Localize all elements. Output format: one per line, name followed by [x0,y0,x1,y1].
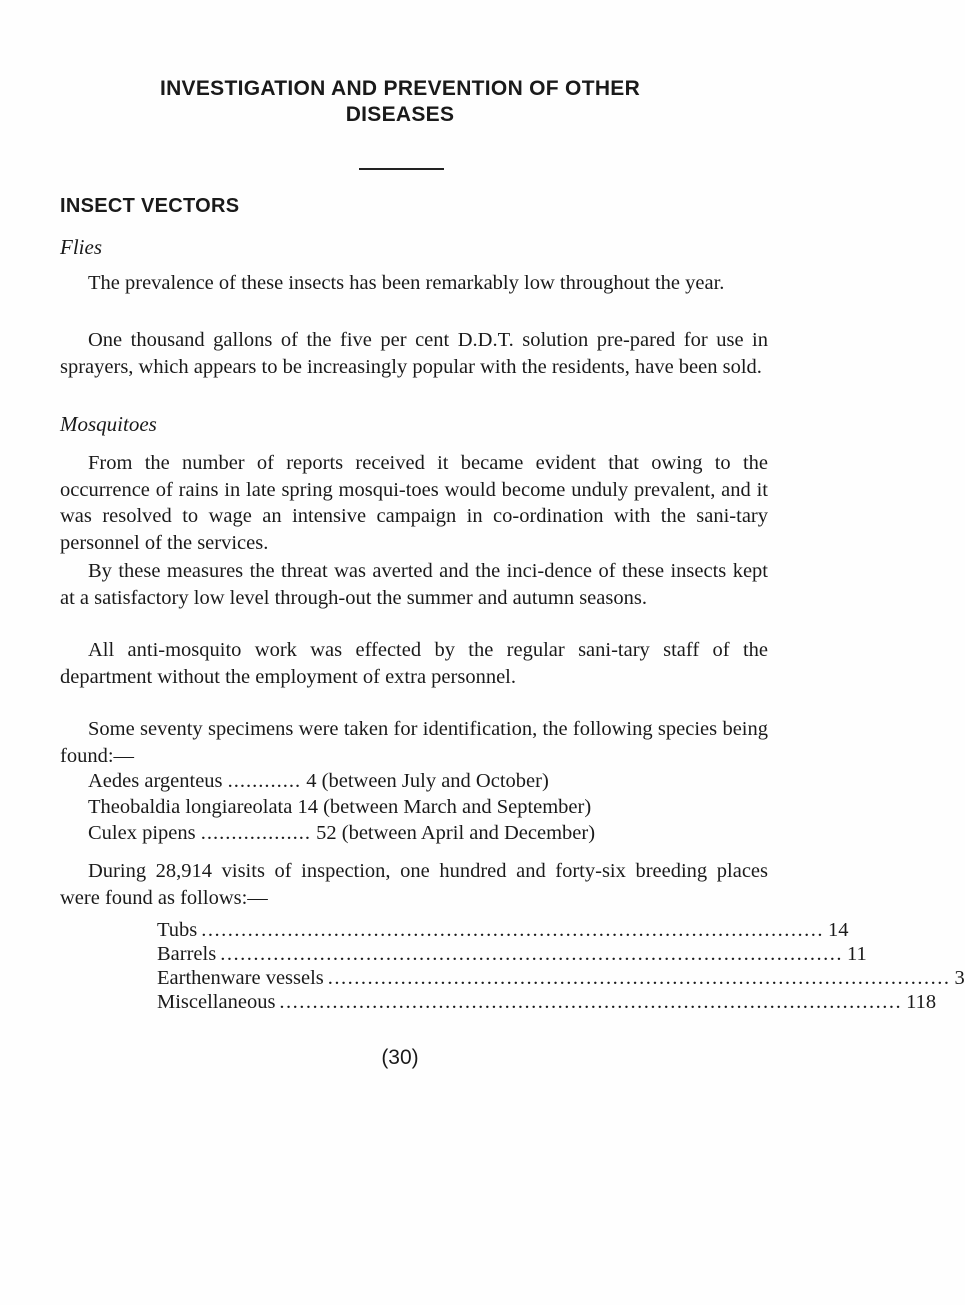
table-row [157,990,937,1014]
species-name: Aedes argenteus [88,770,223,792]
leader-dots: .............................................................................................. [220,943,843,965]
mosquitoes-heading: Mosquitoes [60,412,157,436]
breeding-places-table [157,918,965,1014]
mosquitoes-paragraph-5 [60,858,768,911]
section-heading: INSECT VECTORS [60,195,240,217]
table-row [157,918,849,942]
table-row [157,966,965,990]
mosquitoes-paragraph-4 [60,716,768,769]
mosquitoes-paragraph-3 [60,637,768,690]
species-name: Theobaldia longiareolata [88,796,293,818]
page-title-line-1: INVESTIGATION AND PREVENTION OF OTHER [159,77,641,100]
mosquitoes-paragraph-5-text: During 28,914 visits of inspection, one hundred and forty-six breeding places were found as follows:— [60,860,768,909]
leader-dots: .............................................................................................. [279,991,903,1013]
mosquitoes-paragraph-1-text: From the number of reports received it became evident that owing to the occurrence of rains in late spring mosqui-toes would become unduly prevalent, and it was resolved to wage an intensive campaign in co-ordination with the sani-tary personnel of the services. [60,452,768,554]
leader-dots: .............................................................................................. [327,967,951,989]
flies-paragraph-1 [60,270,768,297]
species-name: Culex pipens [88,822,196,844]
breeding-place-count: 118 [906,991,937,1013]
breeding-place-label: Tubs [157,919,198,941]
mosquitoes-paragraph-4-text: Some seventy specimens were taken for identification, the following species being found:— [60,718,768,767]
breeding-place-label: Miscellaneous [157,991,276,1013]
flies-heading: Flies [60,235,102,259]
flies-paragraph-2-text: One thousand gallons of the five per cent D.D.T. solution pre-pared for use in sprayers, which appears to be increasingly popular with the residents, have been sold. [60,329,768,378]
species-count: 14 [297,796,318,818]
page-title-line-2: DISEASES [345,103,455,126]
species-row [88,794,591,820]
species-period: (between April and December) [341,822,596,844]
flies-paragraph-1-text: The prevalence of these insects has been remarkably low throughout the year. [88,272,725,294]
mosquitoes-paragraph-1 [60,450,768,556]
breeding-place-label: Barrels [157,943,217,965]
species-period: (between March and September) [323,796,592,818]
mosquitoes-paragraph-3-text: All anti-mosquito work was effected by the regular sani-tary staff of the department without the employment of extra personnel. [60,639,768,688]
species-period: (between July and October) [321,770,549,792]
page-number: (30) [381,1046,419,1069]
species-leader-dots: .................. [200,822,311,844]
breeding-place-label: Earthenware vessels [157,967,324,989]
mosquitoes-paragraph-2-text: By these measures the threat was averted and the inci-dence of these insects kept at a satisfactory low level through-out the summer and autumn seasons. [60,560,768,609]
title-divider [359,168,444,170]
species-row [88,820,595,846]
leader-dots: .............................................................................................. [201,919,825,941]
breeding-place-count: 14 [828,919,849,941]
breeding-place-count: 3 [954,967,965,989]
flies-paragraph-2 [60,327,768,380]
species-count: 4 [306,770,317,792]
table-row [157,942,867,966]
species-row [88,768,549,794]
breeding-place-count: 11 [846,943,867,965]
mosquitoes-paragraph-2 [60,558,768,611]
species-count: 52 [316,822,337,844]
species-leader-dots: ............ [227,770,302,792]
